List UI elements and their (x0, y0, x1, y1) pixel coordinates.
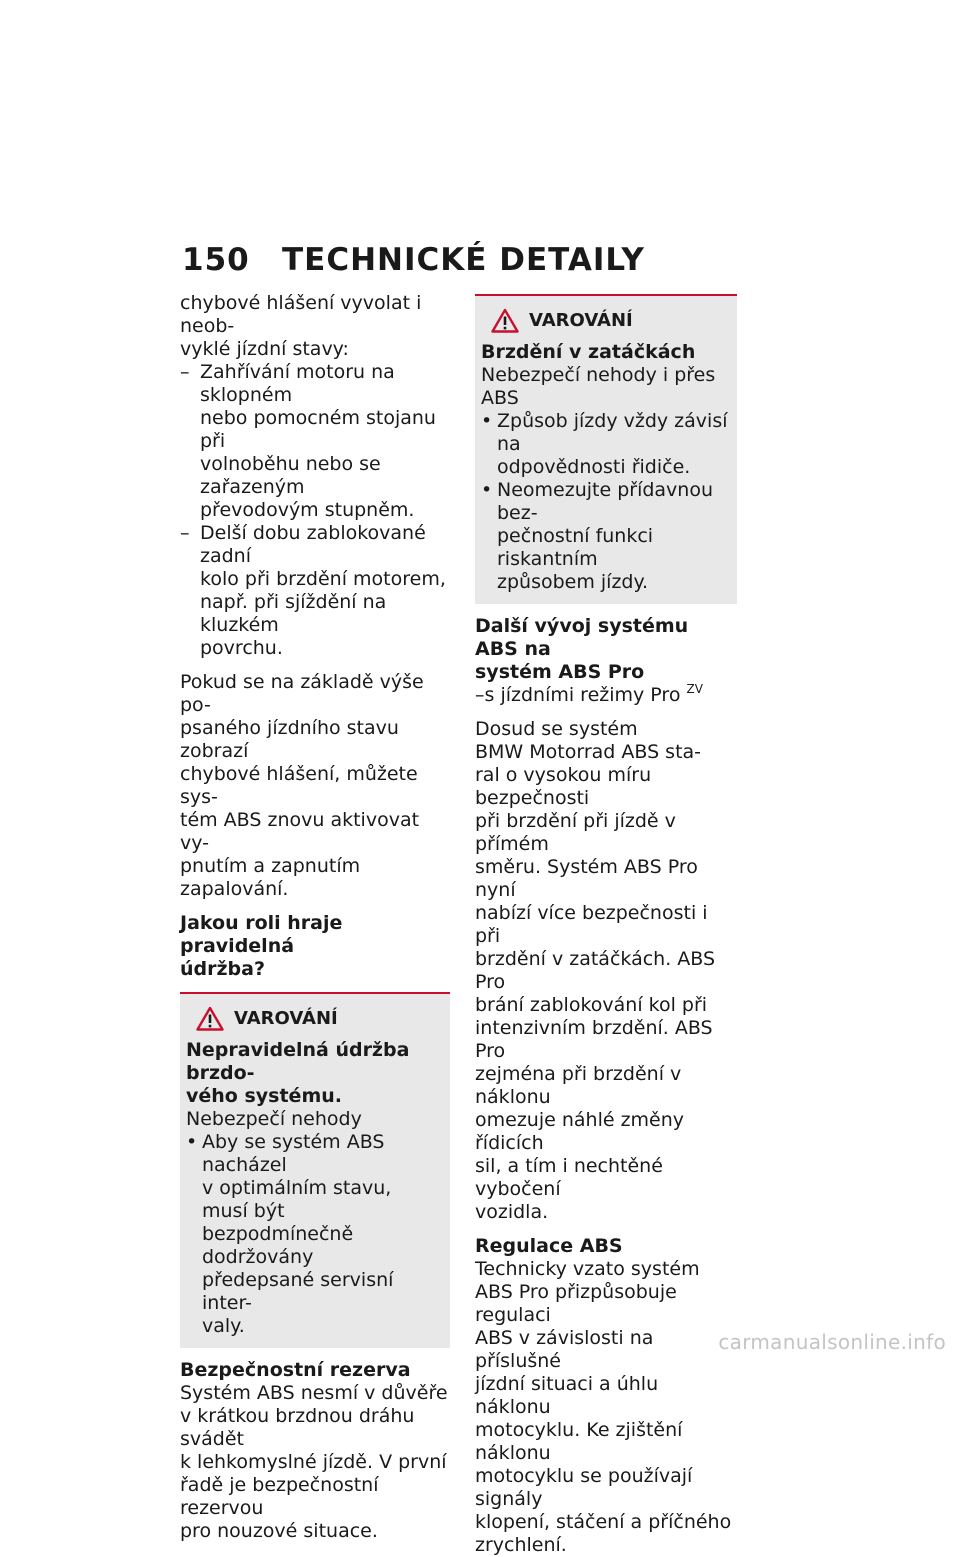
dash-mark: – (180, 522, 190, 544)
warning-title: VAROVÁNÍ (234, 1008, 338, 1029)
intro-line: vyklé jízdní stavy: (180, 338, 349, 360)
paragraph-line: nabízí více bezpečnosti i při (475, 902, 708, 947)
warning-danger: Nebezpečí nehody (186, 1108, 362, 1130)
warning-danger: Nebezpečí nehody i přes ABS (481, 364, 716, 409)
warning-box (180, 992, 450, 1348)
paragraph-line: sil, a tím i nechtěné vybočení (475, 1155, 663, 1200)
paragraph-line: směru. Systém ABS Pro nyní (475, 856, 698, 901)
bullet-line: Aby se systém ABS nacházel (202, 1131, 385, 1176)
intro-line: chybové hlášení vyvolat i neob- (180, 292, 422, 337)
chapter-title: TECHNICKÉ DETAILY (282, 242, 645, 278)
section-heading: systém ABS Pro (475, 661, 645, 683)
paragraph-line: Technicky vzato systém (475, 1258, 700, 1280)
paragraph-line: brzdění v zatáčkách. ABS Pro (475, 948, 716, 993)
watermark-text: carmanualsonline.info (718, 1330, 946, 1354)
paragraph-line: chybové hlášení, můžete sys- (180, 763, 418, 808)
section-heading: Jakou roli hraje pravidelná (180, 912, 343, 957)
paragraph-line: ABS Pro přizpůsobuje regulaci (475, 1281, 677, 1326)
dash-line: Delší dobu zablokované zadní (200, 522, 426, 567)
paragraph-line: k lehkomyslné jízdě. V první (180, 1451, 447, 1473)
right-column (475, 294, 737, 1557)
warning-triangle-icon (196, 1006, 224, 1031)
dash-line: nebo pomocném stojanu při (200, 407, 436, 452)
paragraph-line: zejména při brzdění v náklonu (475, 1063, 682, 1108)
warning-triangle-icon (491, 308, 519, 333)
dash-line: volnoběhu nebo se zařazeným (200, 453, 381, 498)
section-heading: údržba? (180, 958, 265, 980)
paragraph-line: pnutím a zapnutím zapalování. (180, 855, 361, 900)
dash-line: převodovým stupněm. (200, 499, 415, 521)
section-heading: Bezpečnostní rezerva (180, 1359, 411, 1381)
section-heading: Regulace ABS (475, 1235, 623, 1257)
dash-mark: – (180, 361, 190, 383)
paragraph-line: pro nouzové situace. (180, 1520, 378, 1542)
dash-item (180, 522, 450, 660)
bullet-item (481, 479, 729, 594)
warning-title: VAROVÁNÍ (529, 310, 633, 331)
page-number: 150 (182, 242, 250, 278)
paragraph-line: motocyklu se používají signály (475, 1465, 693, 1510)
bullet-line: Neomezujte přídavnou bez- (497, 479, 714, 524)
section-heading: Další vývoj systému ABS na (475, 615, 689, 660)
paragraph-line: jízdní situaci a úhlu náklonu (475, 1373, 659, 1418)
paragraph-line: omezuje náhlé změny řídicích (475, 1109, 685, 1154)
paragraph-line: Dosud se systém (475, 718, 638, 740)
paragraph-line: Systém ABS nesmí v důvěře (180, 1382, 448, 1404)
bullet-line: v optimálním stavu, musí být (202, 1177, 392, 1222)
warning-box (475, 294, 737, 604)
paragraph-line: Pokud se na základě výše po- (180, 671, 424, 716)
bullet-item (186, 1131, 442, 1338)
bullet-line: valy. (202, 1315, 245, 1337)
paragraph-line: zrychlení. (475, 1534, 567, 1556)
subtitle-text: s jízdními režimy Pro (484, 684, 681, 706)
section-subtitle: –s jízdními režimy Pro $^{ZV}$ (475, 682, 703, 706)
dash-line: povrchu. (200, 637, 283, 659)
dash-line: např. při sjíždění na kluzkém (200, 591, 387, 636)
bullet-item (481, 410, 729, 479)
dash-item (180, 361, 450, 522)
paragraph-line: intenzivním brzdění. ABS Pro (475, 1017, 713, 1062)
paragraph-line: ABS v závislosti na příslušné (475, 1327, 654, 1372)
bullet-mark: • (186, 1131, 198, 1153)
warning-heading: Brzdění v zatáčkách (481, 341, 696, 363)
paragraph-line: řadě je bezpečnostní rezervou (180, 1474, 379, 1519)
footnote-marker: ZV (686, 682, 703, 696)
bullet-mark: • (481, 410, 493, 432)
bullet-line: pečnostní funkci riskantním (497, 525, 654, 570)
bullet-line: Způsob jízdy vždy závisí na (497, 410, 728, 455)
bullet-mark: • (481, 479, 493, 501)
paragraph-line: psaného jízdního stavu zobrazí (180, 717, 399, 762)
paragraph-line: ral o vysokou míru bezpečnosti (475, 764, 652, 809)
bullet-line: odpovědnosti řidiče. (497, 456, 691, 478)
paragraph-line: motocyklu. Ke zjištění náklonu (475, 1419, 683, 1464)
paragraph-line: tém ABS znovu aktivovat vy- (180, 809, 420, 854)
bullet-line: předepsané servisní inter- (202, 1269, 394, 1314)
paragraph-line: při brzdění při jízdě v přímém (475, 810, 676, 855)
paragraph-line: v krátkou brzdnou dráhu svádět (180, 1405, 415, 1450)
paragraph-line: vozidla. (475, 1201, 549, 1223)
dash-line: kolo při brzdění motorem, (200, 568, 446, 590)
dash-line: Zahřívání motoru na sklopném (200, 361, 395, 406)
bullet-line: způsobem jízdy. (497, 571, 649, 593)
left-column (180, 292, 450, 1543)
paragraph-line: brání zablokování kol při (475, 994, 708, 1016)
warning-heading: Nepravidelná údržba brzdo- (186, 1039, 410, 1084)
warning-heading: vého systému. (186, 1085, 342, 1107)
paragraph-line: klopení, stáčení a příčného (475, 1511, 732, 1533)
bullet-line: bezpodmínečně dodržovány (202, 1223, 354, 1268)
paragraph-line: BMW Motorrad ABS sta- (475, 741, 702, 763)
